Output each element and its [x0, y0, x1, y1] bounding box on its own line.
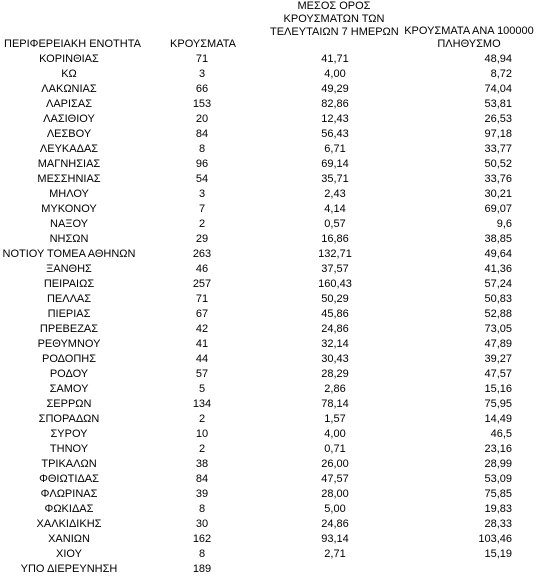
- cell-per100k: 14,49: [484, 413, 512, 425]
- cell-per100k: 49,64: [484, 248, 512, 260]
- table-row: [0, 247, 544, 262]
- cell-region: ΡΕΘΥΜΝΟΥ: [37, 338, 101, 350]
- cell-avg7: 56,43: [321, 128, 349, 140]
- cell-region: ΜΑΓΝΗΣΙΑΣ: [37, 158, 101, 170]
- cell-region: ΧΑΛΚΙΔΙΚΗΣ: [36, 518, 102, 530]
- table-row: [0, 262, 544, 277]
- cell-region: ΤΡΙΚΑΛΩΝ: [41, 458, 97, 470]
- cell-cases: 38: [195, 458, 209, 470]
- cell-region: ΛΕΥΚΑΔΑΣ: [39, 143, 99, 155]
- table-row: [0, 292, 544, 307]
- cell-region: ΛΑΣΙΘΙΟΥ: [43, 113, 95, 125]
- cell-avg7: 0,57: [324, 218, 346, 230]
- cell-per100k: 75,95: [484, 398, 512, 410]
- header-per-line: ΚΡΟΥΣΜΑΤΑ ΑΝΑ 100000: [404, 25, 534, 37]
- table-row: [0, 217, 544, 232]
- cell-region: ΦΩΚΙΔΑΣ: [44, 503, 94, 515]
- cell-cases: 84: [195, 128, 209, 140]
- cell-region: ΣΥΡΟΥ: [50, 428, 88, 440]
- table-row: [0, 547, 544, 562]
- table-row: [0, 412, 544, 427]
- cell-region: ΠΙΕΡΙΑΣ: [47, 308, 91, 320]
- cell-cases: 8: [198, 548, 206, 560]
- cell-cases: 29: [195, 233, 209, 245]
- cell-per100k: 28,99: [484, 458, 512, 470]
- cell-region: ΝΗΣΩΝ: [49, 233, 89, 245]
- table-body: [0, 52, 544, 577]
- table-row: [0, 232, 544, 247]
- cell-avg7: 2,43: [324, 188, 346, 200]
- cell-cases: 71: [195, 53, 209, 65]
- table-row: [0, 52, 544, 67]
- cell-avg7: 16,86: [321, 233, 349, 245]
- cell-cases: 57: [195, 368, 209, 380]
- cell-cases: 134: [192, 398, 212, 410]
- cell-cases: 2: [198, 413, 206, 425]
- cell-avg7: 2,86: [324, 383, 346, 395]
- table-header: [0, 0, 544, 52]
- cell-avg7: 35,71: [321, 173, 349, 185]
- cell-avg7: 2,71: [324, 548, 346, 560]
- cell-region: ΠΕΛΛΑΣ: [46, 293, 92, 305]
- cell-region: ΤΗΝΟΥ: [49, 443, 89, 455]
- cell-region: ΜΥΚΟΝΟΥ: [41, 203, 97, 215]
- header-region: ΠΕΡΙΦΕΡΕΙΑΚΗ ΕΝΟΤΗΤΑ: [4, 38, 141, 50]
- cell-cases: 84: [195, 473, 209, 485]
- header-avg-7-days: [270, 0, 398, 39]
- table-row: [0, 82, 544, 97]
- cell-avg7: 32,14: [321, 338, 349, 350]
- cell-cases: 2: [198, 218, 206, 230]
- cell-region: ΣΑΜΟΥ: [49, 383, 89, 395]
- cell-cases: 39: [195, 488, 209, 500]
- cell-per100k: 73,05: [484, 323, 512, 335]
- header-per-100k: [396, 25, 542, 51]
- cell-per100k: 33,76: [484, 173, 512, 185]
- cell-per100k: 53,09: [484, 473, 512, 485]
- table-row: [0, 427, 544, 442]
- cell-per100k: 53,81: [484, 98, 512, 110]
- cell-cases: 263: [192, 248, 212, 260]
- cell-per100k: 69,07: [484, 203, 512, 215]
- cell-cases: 7: [198, 203, 206, 215]
- cell-cases: 2: [198, 443, 206, 455]
- cell-avg7: 6,71: [324, 143, 346, 155]
- cell-cases: 8: [198, 503, 206, 515]
- table-row: [0, 442, 544, 457]
- cell-region: ΧΙΟΥ: [56, 548, 82, 560]
- cell-per100k: 50,83: [484, 293, 512, 305]
- cell-region: ΚΩ: [61, 68, 77, 80]
- cell-region: ΜΗΛΟΥ: [49, 188, 89, 200]
- cell-per100k: 28,33: [484, 518, 512, 530]
- cell-avg7: 82,86: [321, 98, 349, 110]
- cell-cases: 257: [192, 278, 212, 290]
- header-cases: ΚΡΟΥΣΜΑΤΑ: [170, 38, 236, 50]
- cell-cases: 189: [192, 563, 212, 575]
- cell-avg7: 132,71: [318, 248, 352, 260]
- cell-cases: 153: [192, 98, 212, 110]
- cell-region: ΜΕΣΣΗΝΙΑΣ: [37, 173, 101, 185]
- table-row: [0, 142, 544, 157]
- cell-region: ΛΑΚΩΝΙΑΣ: [41, 83, 97, 95]
- table-row: [0, 457, 544, 472]
- cell-avg7: 41,71: [321, 53, 349, 65]
- cell-cases: 44: [195, 353, 209, 365]
- cell-per100k: 26,53: [484, 113, 512, 125]
- cell-avg7: 24,86: [321, 323, 349, 335]
- cell-avg7: 4,14: [324, 203, 346, 215]
- cell-region: ΣΠΟΡΑΔΩΝ: [38, 413, 100, 425]
- cell-region: ΧΑΝΙΩΝ: [48, 533, 90, 545]
- cell-cases: 71: [195, 293, 209, 305]
- cell-avg7: 0,71: [324, 443, 346, 455]
- cell-avg7: 26,00: [321, 458, 349, 470]
- cell-per100k: 15,19: [484, 548, 512, 560]
- cell-per100k: 47,89: [484, 338, 512, 350]
- cell-per100k: 39,27: [484, 353, 512, 365]
- cell-per100k: 50,52: [484, 158, 512, 170]
- cell-cases: 42: [195, 323, 209, 335]
- cell-cases: 8: [198, 143, 206, 155]
- table-row: [0, 157, 544, 172]
- cell-region: ΝΟΤΙΟΥ ΤΟΜΕΑ ΑΘΗΝΩΝ: [2, 248, 136, 260]
- cell-region: ΛΑΡΙΣΑΣ: [45, 98, 92, 110]
- cell-per100k: 9,6: [496, 218, 512, 230]
- cell-cases: 10: [195, 428, 209, 440]
- cell-avg7: 5,00: [324, 503, 346, 515]
- cell-region: ΝΑΞΟΥ: [50, 218, 88, 230]
- cell-per100k: 23,16: [484, 443, 512, 455]
- cell-cases: 162: [192, 533, 212, 545]
- cell-region: ΡΟΔΟΠΗΣ: [41, 353, 97, 365]
- table-row: [0, 367, 544, 382]
- cell-per100k: 41,36: [484, 263, 512, 275]
- cell-per100k: 52,88: [484, 308, 512, 320]
- cell-avg7: 69,14: [321, 158, 349, 170]
- cell-avg7: 47,57: [321, 473, 349, 485]
- cell-per100k: 57,24: [484, 278, 512, 290]
- cell-region: ΚΟΡΙΝΘΙΑΣ: [39, 53, 99, 65]
- cell-avg7: 37,57: [321, 263, 349, 275]
- cell-avg7: 45,86: [321, 308, 349, 320]
- cell-avg7: 78,14: [321, 398, 349, 410]
- cell-avg7: 93,14: [321, 533, 349, 545]
- cell-per100k: 8,72: [490, 68, 512, 80]
- cell-per100k: 103,46: [478, 533, 512, 545]
- table-row: [0, 397, 544, 412]
- table-row: [0, 307, 544, 322]
- table-row: [0, 127, 544, 142]
- table-row: [0, 532, 544, 547]
- table-row: [0, 517, 544, 532]
- table-row: [0, 202, 544, 217]
- table-row: [0, 322, 544, 337]
- cell-region: ΣΕΡΡΩΝ: [46, 398, 92, 410]
- table-row: [0, 487, 544, 502]
- cell-cases: 54: [195, 173, 209, 185]
- cell-per100k: 38,85: [484, 233, 512, 245]
- cell-cases: 3: [198, 68, 206, 80]
- cell-cases: 5: [198, 383, 206, 395]
- cell-per100k: 48,94: [484, 53, 512, 65]
- table-row: [0, 502, 544, 517]
- cell-per100k: 75,85: [484, 488, 512, 500]
- cell-avg7: 49,29: [321, 83, 349, 95]
- cell-per100k: 47,57: [484, 368, 512, 380]
- table-row: [0, 97, 544, 112]
- header-avg-line: ΜΕΣΟΣ ΟΡΟΣ: [297, 0, 371, 12]
- header-per-line: ΠΛΗΘΥΣΜΟ: [437, 38, 501, 50]
- cell-cases: 30: [195, 518, 209, 530]
- table-row: [0, 472, 544, 487]
- cell-per100k: 74,04: [484, 83, 512, 95]
- cell-per100k: 30,21: [484, 188, 512, 200]
- table-row: [0, 67, 544, 82]
- cell-cases: 41: [195, 338, 209, 350]
- header-avg-line: ΤΕΛΕΥΤΑΙΩΝ 7 ΗΜΕΡΩΝ: [270, 26, 399, 38]
- cell-per100k: 19,83: [484, 503, 512, 515]
- cell-avg7: 12,43: [321, 113, 349, 125]
- cell-region: ΠΡΕΒΕΖΑΣ: [39, 323, 99, 335]
- table-row: [0, 352, 544, 367]
- table-row: [0, 187, 544, 202]
- cell-region: ΥΠΟ ΔΙΕΡΕΥΝΗΣΗ: [20, 563, 118, 575]
- cell-cases: 3: [198, 188, 206, 200]
- table-row: [0, 382, 544, 397]
- cell-avg7: 160,43: [318, 278, 352, 290]
- cell-avg7: 4,00: [324, 428, 346, 440]
- table-row: [0, 277, 544, 292]
- table-row: [0, 172, 544, 187]
- cell-cases: 67: [195, 308, 209, 320]
- cell-avg7: 24,86: [321, 518, 349, 530]
- cell-avg7: 50,29: [321, 293, 349, 305]
- cell-region: ΦΛΩΡΙΝΑΣ: [40, 488, 98, 500]
- cell-region: ΡΟΔΟΥ: [49, 368, 89, 380]
- cell-cases: 46: [195, 263, 209, 275]
- cell-avg7: 28,29: [321, 368, 349, 380]
- cell-avg7: 4,00: [324, 68, 346, 80]
- cell-region: ΞΑΝΘΗΣ: [46, 263, 92, 275]
- cell-per100k: 33,77: [484, 143, 512, 155]
- cell-per100k: 97,18: [484, 128, 512, 140]
- header-avg-line: ΚΡΟΥΣΜΑΤΩΝ ΤΩΝ: [283, 13, 385, 25]
- cell-avg7: 28,00: [321, 488, 349, 500]
- cell-per100k: 46,5: [490, 428, 512, 440]
- cell-cases: 20: [195, 113, 209, 125]
- cell-region: ΠΕΙΡΑΙΩΣ: [43, 278, 95, 290]
- cell-avg7: 30,43: [321, 353, 349, 365]
- cell-cases: 66: [195, 83, 209, 95]
- cell-cases: 96: [195, 158, 209, 170]
- table-row: [0, 337, 544, 352]
- cell-per100k: 15,16: [484, 383, 512, 395]
- cell-region: ΦΘΙΩΤΙΔΑΣ: [39, 473, 99, 485]
- table-row: [0, 112, 544, 127]
- cell-avg7: 1,57: [324, 413, 346, 425]
- cell-region: ΛΕΣΒΟΥ: [46, 128, 92, 140]
